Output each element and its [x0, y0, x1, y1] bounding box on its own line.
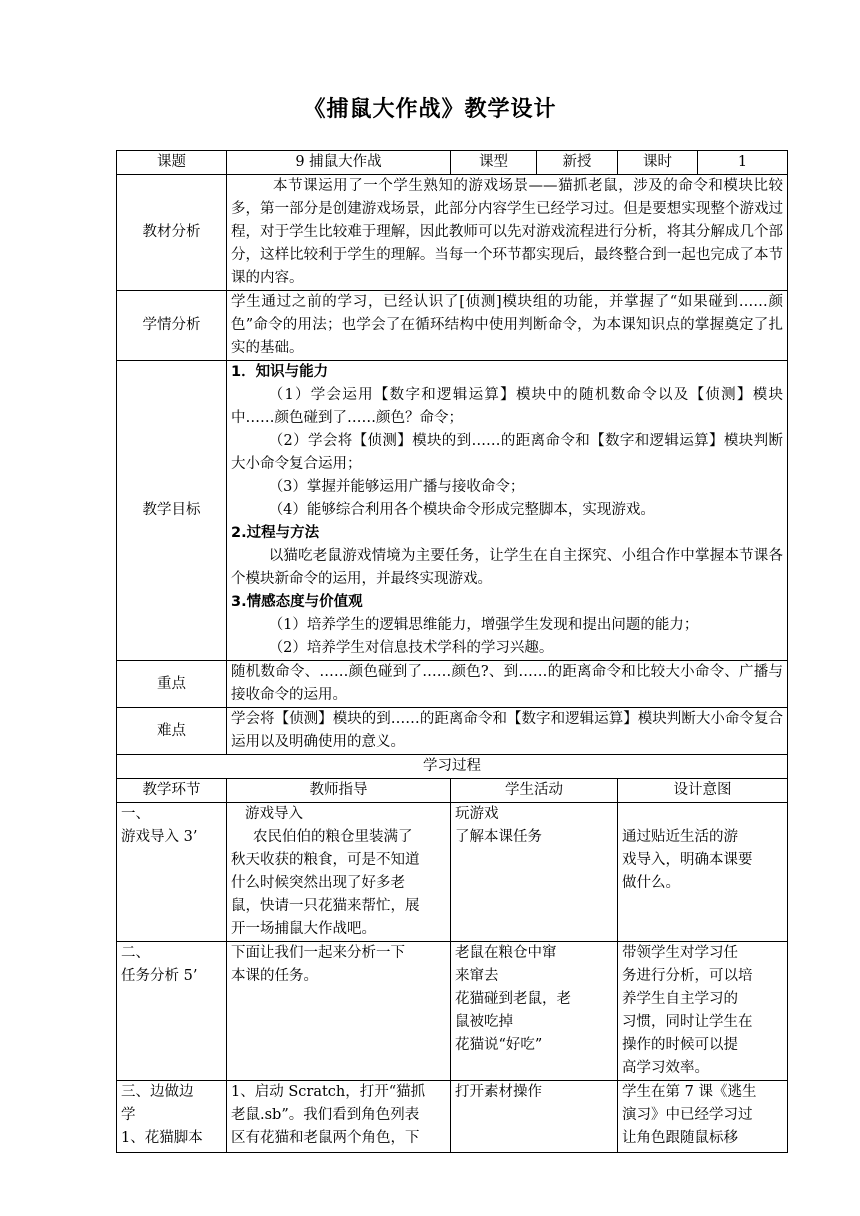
col-stage-header: 教学环节	[117, 779, 227, 803]
student-line: 老鼠在粮仓中窜	[455, 945, 557, 961]
intent-cell	[618, 803, 788, 942]
intent-line: 带领学生对学习任	[622, 945, 738, 961]
student-cell	[451, 803, 618, 942]
topic-value: 9 捕鼠大作战	[227, 151, 451, 175]
difficulties-label: 难点	[117, 708, 227, 755]
learner-analysis-text: 学生通过之前的学习，已经认识了[侦测]模块组的功能，并掌握了“如果碰到……颜色”命令的用法；也学会了在循环结构中使用判断命令，为本课知识点的掌握奠定了扎实的基础。	[231, 294, 783, 356]
intent-line: 让角色跟随鼠标移	[622, 1130, 738, 1146]
intent-line: 高学习效率。	[622, 1060, 709, 1076]
stage-cell	[117, 1081, 227, 1153]
period-label: 课时	[618, 151, 698, 175]
stage-line: 二、	[121, 945, 150, 961]
intent-line: 学生在第 7 课《逃生	[622, 1084, 757, 1100]
key-points-text: 随机数命令、……颜色碰到了……颜色?、到……的距离命令和比较大小命令、广播与接收命令的运用。	[231, 664, 783, 703]
intent-cell	[618, 942, 788, 1081]
objectives-heading-1: 1．知识与能力	[231, 364, 329, 380]
stage-line: 学	[121, 1107, 136, 1123]
intent-line: 养学生自主学习的	[622, 991, 738, 1007]
teacher-line: 老鼠.sb”。我们看到角色列表	[231, 1107, 420, 1123]
student-line: 花猫说“好吃”	[455, 1037, 543, 1053]
student-line: 打开素材操作	[455, 1084, 542, 1100]
intent-cell	[618, 1081, 788, 1153]
objectives-heading-3: 3.情感态度与价值观	[231, 594, 363, 610]
teacher-line: 什么时候突然出现了好多老	[231, 875, 405, 891]
objectives-cell	[227, 361, 788, 661]
col-student-header: 学生活动	[451, 779, 618, 803]
process-heading: 学习过程	[117, 755, 788, 779]
teacher-line: 农民伯伯的粮仓里装满了	[253, 829, 413, 845]
stage-cell	[117, 942, 227, 1081]
teacher-line: 开一场捕鼠大作战吧。	[231, 921, 376, 937]
teacher-cell	[227, 803, 451, 942]
teacher-line: 下面让我们一起来分析一下	[231, 945, 405, 961]
intent-line: 习惯，同时让学生在	[622, 1014, 753, 1030]
period-value: 1	[698, 151, 788, 175]
student-line: 来窜去	[455, 968, 499, 984]
col-teacher-header: 教师指导	[227, 779, 451, 803]
type-label: 课型	[451, 151, 537, 175]
difficulties-cell	[227, 708, 788, 755]
learner-analysis-label: 学情分析	[117, 291, 227, 361]
topic-label: 课题	[117, 151, 227, 175]
teacher-subtitle: 游戏导入	[245, 806, 303, 822]
stage-line: 1、花猫脚本	[121, 1130, 203, 1146]
page-title: 《捕鼠大作战》教学设计	[303, 97, 557, 122]
difficulties-text: 学会将【侦测】模块的到……的距离命令和【数字和逻辑运算】模块判断大小命令复合运用以及明确使用的意义。	[231, 711, 783, 750]
intent-line: 务进行分析，可以培	[622, 968, 753, 984]
material-analysis-cell	[227, 175, 788, 291]
teacher-line: 秋天收获的粮食，可是不知道	[231, 852, 420, 868]
objective-item-4: （4）能够综合利用各个模块命令形成完整脚本，实现游戏。	[268, 502, 655, 518]
objective-item-2: （2）学会将【侦测】模块的到……的距离命令和【数字和逻辑运算】模块判断大小命令复合运用；	[231, 433, 783, 472]
student-line: 鼠被吃掉	[455, 1014, 513, 1030]
material-analysis-text: 本节课运用了一个学生熟知的游戏场景——猫抓老鼠，涉及的命令和模块比较多，第一部分是创建游戏场景，此部分内容学生已经学习过。但是要想实现整个游戏过程，对于学生比较难于理解，因此教师可以先对游戏流程进行分析，将其分解成几个部分，这样比较利于学生的理解。当每一个环节都实现后，最终整合到一起也完成了本节课的内容。	[231, 178, 783, 286]
student-line: 玩游戏	[455, 806, 499, 822]
student-line: 花猫碰到老鼠，老	[455, 991, 571, 1007]
objective-item-1: （1）学会运用【数字和逻辑运算】模块中的随机数命令以及【侦测】模块中……颜色碰到了……颜色？命令；	[231, 387, 783, 426]
teacher-cell	[227, 942, 451, 1081]
objective-item-5: （1）培养学生的逻辑思维能力，增强学生发现和提出问题的能力；	[268, 617, 699, 633]
intent-line: 戏导入，明确本课要	[622, 852, 753, 868]
intent-line: 操作的时候可以提	[622, 1037, 738, 1053]
material-analysis-label: 教材分析	[117, 175, 227, 291]
col-intent-header: 设计意图	[618, 779, 788, 803]
type-value: 新授	[537, 151, 618, 175]
intent-line: 做什么。	[622, 875, 680, 891]
objective-item-3: （3）掌握并能够运用广播与接收命令；	[268, 479, 525, 495]
key-points-label: 重点	[117, 661, 227, 708]
key-points-cell	[227, 661, 788, 708]
teacher-line: 本课的任务。	[231, 968, 318, 984]
objectives-label: 教学目标	[117, 361, 227, 661]
teacher-line: 1、启动 Scratch，打开“猫抓	[231, 1084, 426, 1100]
student-cell	[451, 942, 618, 1081]
student-line: 了解本课任务	[455, 829, 542, 845]
intent-line: 通过贴近生活的游	[622, 829, 738, 845]
teacher-line: 区有花猫和老鼠两个角色，下	[231, 1130, 420, 1146]
intent-line: 演习》中已经学习过	[622, 1107, 753, 1123]
teacher-cell	[227, 1081, 451, 1153]
stage-line: 一、	[121, 806, 150, 822]
stage-line: 三、边做边	[121, 1084, 194, 1100]
student-cell	[451, 1081, 618, 1153]
teacher-line: 鼠，快请一只花猫来帮忙，展	[231, 898, 420, 914]
stage-line: 游戏导入 3’	[121, 829, 198, 845]
stage-cell	[117, 803, 227, 942]
learner-analysis-cell	[227, 291, 788, 361]
objectives-heading-2: 2.过程与方法	[231, 525, 320, 541]
objective-process-text: 以猫吃老鼠游戏情境为主要任务，让学生在自主探究、小组合作中掌握本节课各个模块新命令的运用，并最终实现游戏。	[231, 548, 783, 587]
stage-line: 任务分析 5’	[121, 968, 198, 984]
objective-item-6: （2）培养学生对信息技术学科的学习兴趣。	[268, 640, 554, 656]
lesson-plan-table	[116, 150, 788, 1153]
